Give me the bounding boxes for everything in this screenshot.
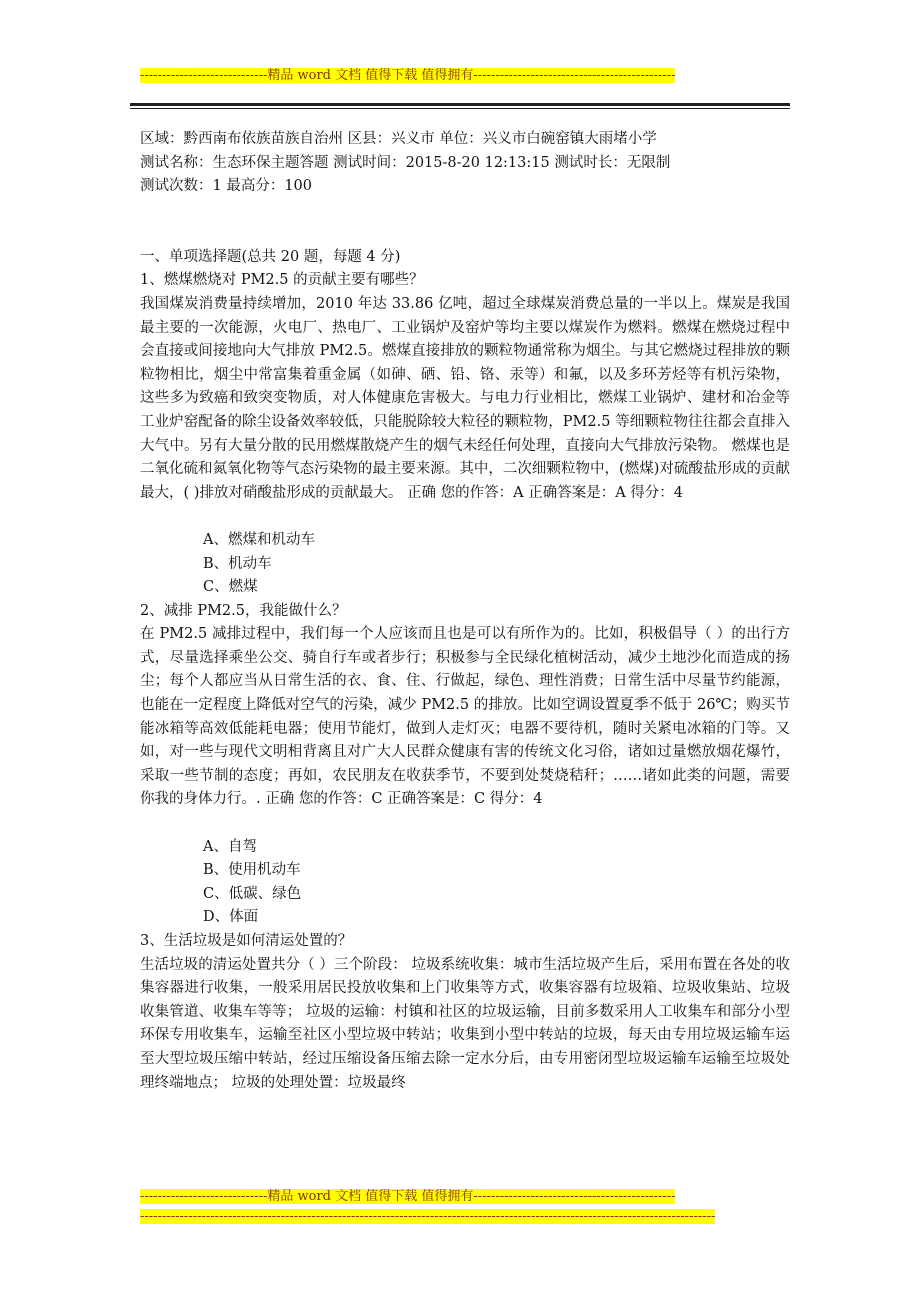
option-b: B、使用机动车 — [203, 862, 301, 879]
question-body: 在 PM2.5 减排过程中，我们每一个人应该而且也是可以有所作为的。比如，积极倡导（ ）的出行方式，尽量选择乘坐公交、骑自行车或者步行；积极参与全民绿化植树活动，减少土地沙化而造成的扬尘；每个人都应当从日常生活的衣、食、住、行做起，绿色、理性消费；日常生活中尽量节约能源，也能在一定程度上降低对空气的污染，减少 PM2.5 的排放。比如空调设置夏季不低于 26℃；购买节能冰箱等高效低能耗电器；使用节能灯，做到人走灯灭；电器不要待机，随时关紧电冰箱的门等。又如，对一些与现代文明相背离且对广大人民群众健康有害的传统文化习俗，诸如过量燃放烟花爆竹，采取一些节制的态度；再如，农民朋友在收获季节，不要到处焚烧秸秆；……诸如此类的问题，需要你我的身体力行。. 正确 您的作答：C 正确答案是：C 得分：4 — [140, 626, 790, 808]
question-title: 1、燃煤燃烧对 PM2.5 的贡献主要有哪些？ — [140, 272, 424, 289]
option-a: A、燃煤和机动车 — [203, 531, 315, 548]
question-2 — [140, 600, 790, 930]
header-attempts-line: 测试次数：1 最高分：100 — [140, 178, 313, 195]
bottom-dash-text: ----------------------------------------------------------------------------------------------------------------------------------- — [140, 1209, 716, 1224]
bottom-banner-text: -----------------------------精品 word 文档 值得下载 值得拥有---------------------------------------------- — [140, 1189, 676, 1204]
document-body — [140, 128, 790, 1095]
header-test-name-line: 测试名称：生态环保主题答题 测试时间：2015-8-20 12:13:15 测试时长：无限制 — [140, 154, 671, 171]
bottom-banner — [138, 1188, 677, 1206]
header-rule-thick — [130, 103, 790, 106]
question-body: 生活垃圾的清运处置共分（ ）三个阶段： 垃圾系统收集：城市生活垃圾产生后，采用布置在各处的收集容器进行收集，一般采用居民投放收集和上门收集等方式，收集容器有垃圾箱、垃圾收集站、垃圾收集管道、收集车等等； 垃圾的运输：村镇和社区的垃圾运输，目前多数采用人工收集车和部分小型环保专用收集车，运输至社区小型垃圾中转站；收集到小型中转站的垃圾，每天由专用垃圾运输车运至大型垃圾压缩中转站，经过压缩设备压缩去除一定水分后，由专用密闭型垃圾运输车运输至垃圾处理终端地点； 垃圾的处理处置：垃圾最终 — [140, 956, 790, 1091]
question-body: 我国煤炭消费量持续增加，2010 年达 33.86 亿吨，超过全球煤炭消费总量的一半以上。煤炭是我国最主要的一次能源，火电厂、热电厂、工业锅炉及窑炉等均主要以煤炭作为燃料。燃煤在燃烧过程中会直接或间接地向大气排放 PM2.5。燃煤直接排放的颗粒物通常称为烟尘。与其它燃烧过程排放的颗粒物相比，烟尘中常富集着重金属（如砷、硒、铅、铬、汞等）和氟，以及多环芳烃等有机污染物，这些多为致癌和致突变物质，对人体健康危害极大。与电力行业相比，燃煤工业锅炉、建材和冶金等工业炉窑配备的除尘设备效率较低，只能脱除较大粒径的颗粒物，PM2.5 等细颗粒物往往都会直排入大气中。另有大量分散的民用燃煤散烧产生的烟气未经任何处理，直接向大气排放污染物。 燃煤也是二氧化硫和氮氧化物等气态污染物的最主要来源。其中，二次细颗粒物中，(燃煤)对硫酸盐形成的贡献最大，( )排放对硝酸盐形成的贡献最大。 正确 您的作答：A 正确答案是：A 得分：4 — [140, 295, 790, 501]
header-region-line: 区域：黔西南布依族苗族自治州 区县：兴义市 单位：兴义市白碗窑镇大雨堵小学 — [140, 131, 657, 147]
question-title: 3、生活垃圾是如何清运处置的？ — [140, 933, 353, 949]
top-banner-text: -----------------------------精品 word 文档 值得下载 值得拥有---------------------------------------------- — [140, 68, 676, 83]
top-banner — [138, 67, 677, 85]
option-b: B、机动车 — [203, 555, 272, 572]
section-title: 一、单项选择题(总共 20 题，每题 4 分) — [140, 248, 401, 265]
question-3 — [140, 930, 790, 1095]
header-rule-thin — [130, 108, 790, 109]
option-a: A、自驾 — [203, 838, 257, 855]
question-title: 2、减排 PM2.5，我能做什么？ — [140, 602, 347, 619]
question-1 — [140, 269, 790, 599]
option-c: C、燃煤 — [203, 579, 258, 596]
option-c: C、低碳、绿色 — [203, 885, 302, 902]
bottom-dash-line — [138, 1208, 724, 1226]
option-d: D、体面 — [203, 909, 259, 926]
